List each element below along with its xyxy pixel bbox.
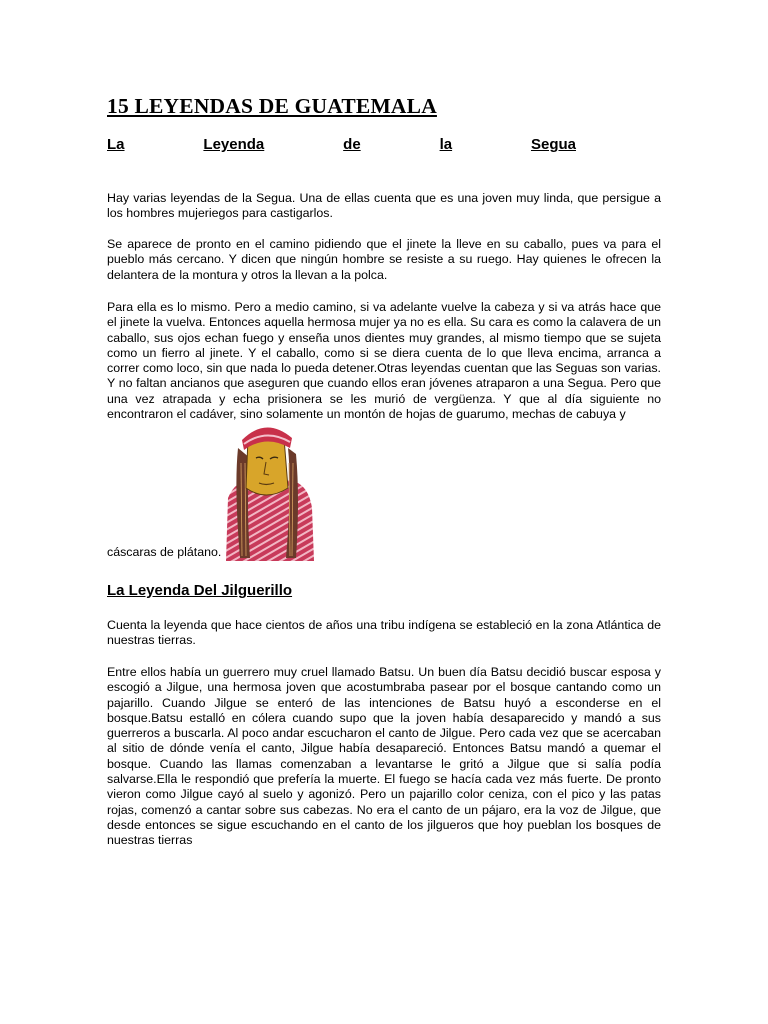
heading-word: la — [439, 136, 453, 153]
segua-heading — [107, 136, 576, 153]
document-title: 15 LEYENDAS DE GUATEMALA — [107, 94, 437, 118]
paragraph: Cuenta la leyenda que hace cientos de años una tribu indígena se estableció en la zona Atlántica de nuestras tierras. — [107, 618, 661, 648]
heading-word: Leyenda — [203, 136, 265, 153]
heading-word: Segua — [530, 136, 576, 153]
heading-word: La — [107, 136, 125, 153]
paragraph: Se aparece de pronto en el camino pidiendo que el jinete la lleve en su caballo, pues va para el pueblo más cercano. Y dicen que ningún hombre se resiste a su ruego. Hay quienes le ofrecen la delantera de la montura y otros la llevan a la polca. — [107, 237, 661, 282]
paragraph: Hay varias leyendas de la Segua. Una de ellas cuenta que es una joven muy linda, que persigue a los hombres mujeriegos para castigarlos. — [107, 191, 661, 221]
segua-illustration — [226, 418, 314, 561]
paragraph: Entre ellos había un guerrero muy cruel llamado Batsu. Un buen día Batsu decidió buscar esposa y escogió a Jilgue, una hermosa joven que acostumbraba pasear por el bosque cantando como un pajarillo. Cuando Jilgue se enteró de las intenciones de Batsu huyó a esconderse en el bosque.Batsu estalló en cólera cuando supo que la joven había desaparecido y mandó a sus guerreros a buscarla. Al poco andar escucharon el canto de Jilgue. Pero cada vez que se acercaban al sitio de dónde venía el canto, Jilgue había desapareció. Entonces Batsu mandó a quemar el bosque. Cuando las llamas comenzaban a levantarse le gritó a Jilgue que si salía podía salvarse.Ella le respondió que prefería la muerte. El fuego se hacía cada vez más fuerte. De pronto vieron como Jilgue cayó al suelo y agonizó. Pero un pajarillo color ceniza, con el pico y las patas rojas, comenzó a cantar sobre sus cabezas. No era el canto de un pájaro, era la voz de Jilgue, que desde entonces se sigue escuchando en el canto de los jilgueros que hoy pueblan los bosques de nuestras tierras — [107, 665, 661, 848]
paragraph-continuation: cáscaras de plátano. — [107, 545, 222, 559]
jilguerillo-heading: La Leyenda Del Jilguerillo — [107, 582, 293, 599]
heading-word: de — [343, 136, 361, 153]
segua-drawing — [226, 418, 314, 561]
paragraph: Para ella es lo mismo. Pero a medio camino, si va adelante vuelve la cabeza y si va atrás hace que el jinete la vuelva. Entonces aquella hermosa mujer ya no es ella. Su cara es como la calavera de un caballo, sus ojos echan fuego y enseña unos dientes muy grandes, al mismo tiempo que se sujeta como un fierro al jinete. Y el caballo, como si se diera cuenta de lo que lleva encima, arranca a correr como loco, sin que nada lo pueda detener.Otras leyendas cuentan que las Seguas son varias. Y no faltan ancianos que aseguren que cuando ellos eran jóvenes atraparon a una Segua. Pero que una vez atrapada y echa prisionera se les murió de vergüenza. Y que al día siguiente no encontraron el cadáver, sino solamente un montón de hojas de guarumo, mechas de cabuya y — [107, 300, 661, 422]
